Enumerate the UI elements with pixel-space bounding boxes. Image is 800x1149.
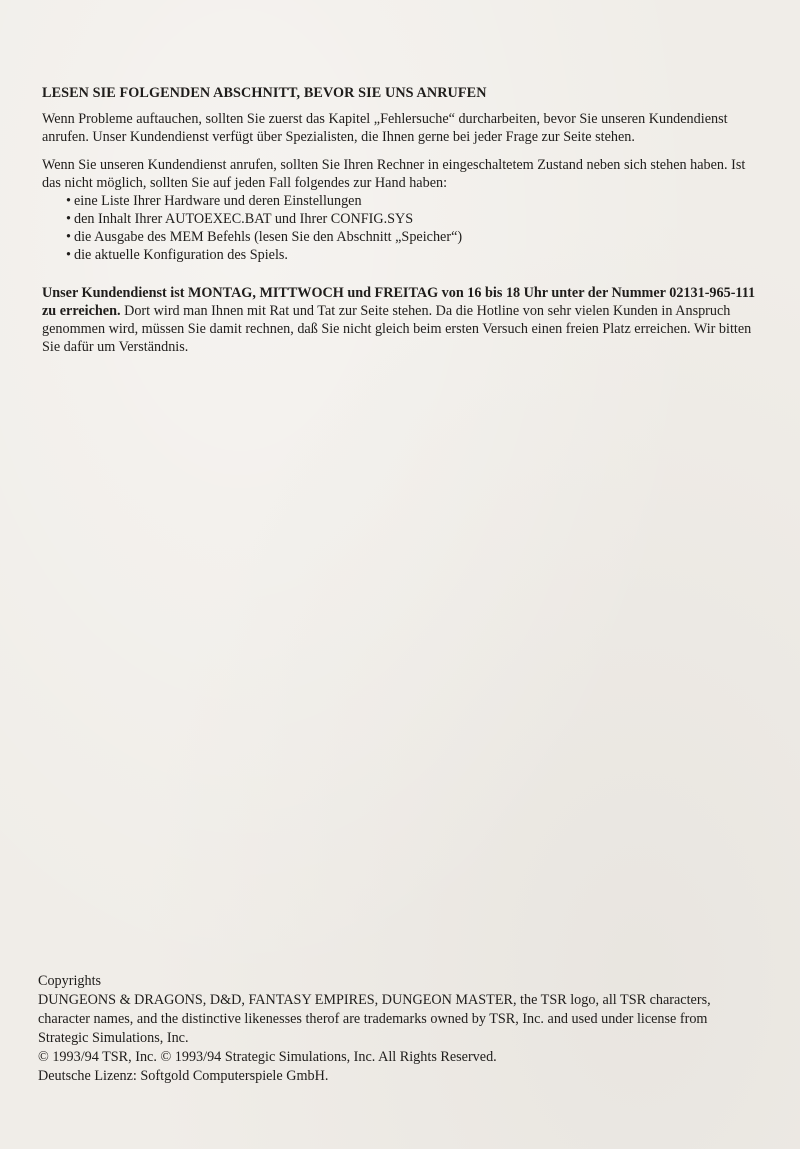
support-notice xyxy=(42,84,758,366)
page-heading: LESEN SIE FOLGENDEN ABSCHNITT, BEVOR SIE UNS ANRUFEN xyxy=(42,85,487,101)
copyright-trademarks: DUNGEONS & DRAGONS, D&D, FANTASY EMPIRES, DUNGEON MASTER, the TSR logo, all TSR characters, character names, and the distinctive likenesses therof are trademarks owned by TSR, Inc. and used under license from Strategic Simulations, Inc. xyxy=(38,992,711,1046)
list-item: • die aktuelle Konfiguration des Spiels. xyxy=(66,246,758,264)
list-item: • eine Liste Ihrer Hardware und deren Einstellungen xyxy=(66,192,758,210)
copyright-title: Copyrights xyxy=(38,973,102,989)
copyright-rights: © 1993/94 TSR, Inc. © 1993/94 Strategic Simulations, Inc. All Rights Reserved. xyxy=(38,1049,497,1065)
copyright-license: Deutsche Lizenz: Softgold Computerspiele GmbH. xyxy=(38,1068,329,1084)
intro-paragraph: Wenn Probleme auftauchen, sollten Sie zuerst das Kapitel „Fehlersuche“ durcharbeiten, bevor Sie unseren Kundendienst anrufen. Unser Kundendienst verfügt über Spezialisten, die Ihnen gerne bei jeder Frage zur Seite stehen. xyxy=(42,111,728,145)
hotline-details: Dort wird man Ihnen mit Rat und Tat zur Seite stehen. Da die Hotline von sehr vielen Kunden in Anspruch genommen wird, müssen Sie damit rechnen, daß Sie nicht gleich beim ersten Versuch einen freien Platz erreichen. Wir bitten Sie dafür um Verständnis. xyxy=(42,303,752,355)
hotline-hours: Unser Kundendienst ist MONTAG, MITTWOCH und FREITAG von 16 bis 18 Uhr unter der Nummer 02131-965-111 zu erreichen. xyxy=(42,285,756,319)
copyright-block xyxy=(38,972,758,1086)
preparation-paragraph: Wenn Sie unseren Kundendienst anrufen, sollten Sie Ihren Rechner in eingeschaltetem Zustand neben sich stehen haben. Ist das nicht möglich, sollten Sie auf jeden Fall folgendes zur Hand haben: xyxy=(42,157,746,191)
hotline-paragraph xyxy=(42,284,758,356)
checklist xyxy=(42,192,758,264)
list-item: • die Ausgabe des MEM Befehls (lesen Sie den Abschnitt „Speicher“) xyxy=(66,228,758,246)
list-item: • den Inhalt Ihrer AUTOEXEC.BAT und Ihrer CONFIG.SYS xyxy=(66,210,758,228)
